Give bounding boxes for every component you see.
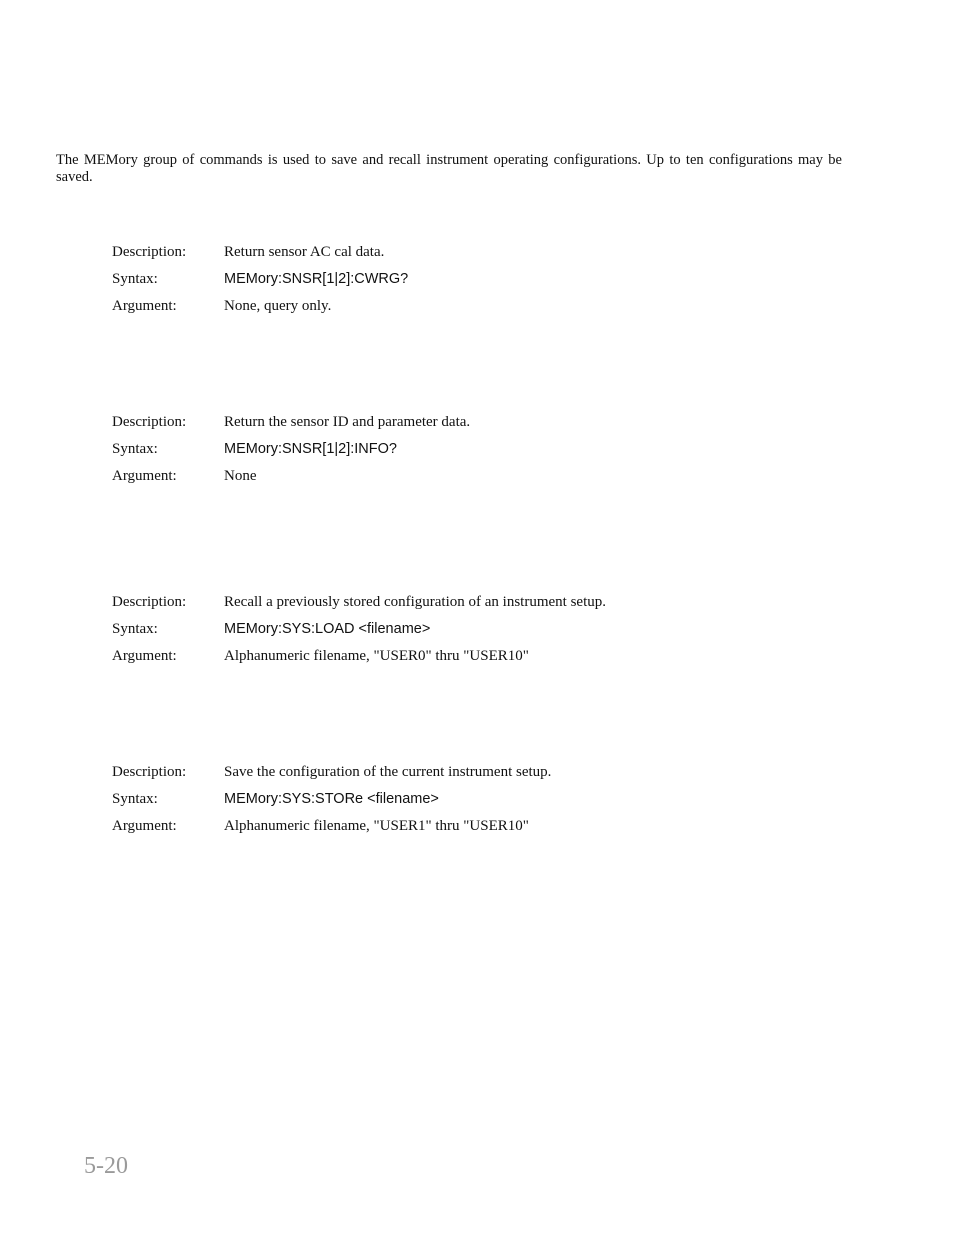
syntax-text: MEMory:SYS:LOAD <filename> <box>224 621 431 637</box>
description-text: Save the configuration of the current instrument setup. <box>224 764 552 780</box>
description-label: Description: <box>112 244 187 260</box>
description-text: Return sensor AC cal data. <box>224 244 385 260</box>
syntax-label: Syntax: <box>112 441 158 457</box>
argument-label: Argument: <box>112 818 177 834</box>
description-label: Description: <box>112 594 187 610</box>
syntax-label: Syntax: <box>112 791 158 807</box>
page-number: 5-20 <box>84 1153 128 1179</box>
argument-label: Argument: <box>112 648 177 664</box>
intro-paragraph: The MEMory group of commands is used to save and recall instrument operating configurations. Up to ten configurations may be saved. <box>56 151 842 185</box>
syntax-label: Syntax: <box>112 621 158 637</box>
description-label: Description: <box>112 764 187 780</box>
syntax-label: Syntax: <box>112 271 158 287</box>
argument-text: None, query only. <box>224 298 332 314</box>
syntax-text: MEMory:SYS:STORe <filename> <box>224 791 439 807</box>
argument-text: None <box>224 468 257 484</box>
argument-text: Alphanumeric filename, "USER0" thru "USER10" <box>224 648 529 664</box>
syntax-text: MEMory:SNSR[1|2]:INFO? <box>224 441 397 457</box>
argument-label: Argument: <box>112 298 177 314</box>
description-label: Description: <box>112 414 187 430</box>
argument-text: Alphanumeric filename, "USER1" thru "USER10" <box>224 818 529 834</box>
description-text: Return the sensor ID and parameter data. <box>224 414 471 430</box>
description-text: Recall a previously stored configuration of an instrument setup. <box>224 594 606 610</box>
argument-label: Argument: <box>112 468 177 484</box>
syntax-text: MEMory:SNSR[1|2]:CWRG? <box>224 271 409 287</box>
